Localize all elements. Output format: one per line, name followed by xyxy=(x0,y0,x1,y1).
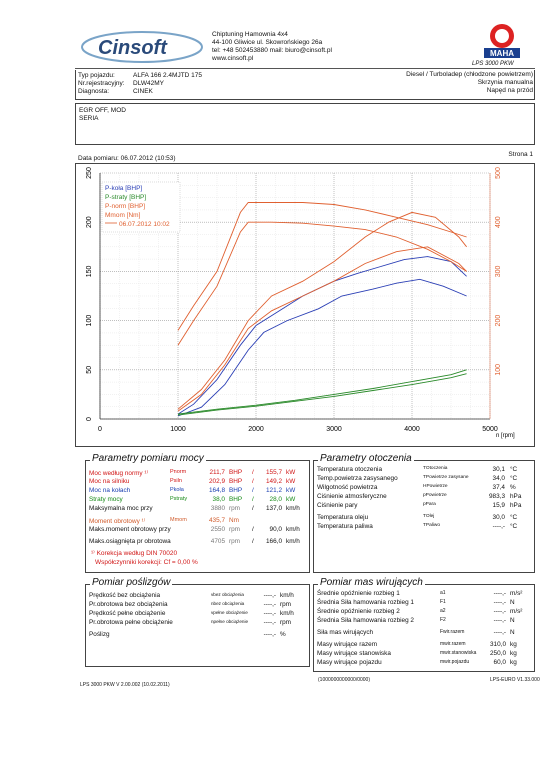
masy-row-unit: N xyxy=(510,599,515,606)
poslizg-row-label: Poślizg xyxy=(89,631,110,638)
dyno-chart xyxy=(75,163,535,447)
masy-row-symbol: mwir.razem xyxy=(440,641,466,647)
masy-row-label: Średnie opóźnienie rozbieg 1 xyxy=(317,590,400,597)
y-tick-label-left: 200 xyxy=(86,216,93,229)
moc-row-value-2: 166,0 xyxy=(266,538,282,545)
otoczenia-row-symbol: pPara xyxy=(423,502,436,507)
moc-row-unit-2: kW xyxy=(286,478,296,485)
moc-row-value-2: 28,0 xyxy=(269,496,282,503)
legend-entry: P-straty [BHP] xyxy=(105,194,147,201)
moc-row-sep: / xyxy=(252,526,254,533)
moc-row-label: Maks.osiągnięta pr obrotowa xyxy=(89,538,171,545)
masy-row-symbol: a1 xyxy=(440,590,446,596)
moc-row-unit-1: BHP xyxy=(229,478,243,485)
vehicle-spec xyxy=(406,71,533,95)
otoczenia-row-value: 30,0 xyxy=(492,514,505,521)
masy-row-label: Masy wirujące stanowiska xyxy=(317,650,391,657)
masy-row-label: Masy wirujące razem xyxy=(317,641,378,648)
poslizg-row-value: ----,- xyxy=(263,619,276,626)
masy-row-label: Masy wirujące pojazdu xyxy=(317,659,382,666)
poslizg-row-value: ----,- xyxy=(263,601,276,608)
reg-value: DLW42MY xyxy=(133,80,164,87)
params-otoczenia-title: Parametry otoczenia xyxy=(320,453,412,464)
diag-value: CINEK xyxy=(133,88,153,95)
x-tick-label: 0 xyxy=(98,426,102,433)
x-tick-label: 3000 xyxy=(326,426,342,433)
masy-row-unit: N xyxy=(510,629,515,636)
masy-row-value: ----,- xyxy=(493,599,506,606)
moc-row-unit-1: rpm xyxy=(229,526,241,533)
params-masy-title: Pomiar mas wirujących xyxy=(320,577,423,588)
logo-text: Cinsoft xyxy=(98,37,167,59)
y-tick-label-left: 250 xyxy=(86,167,93,179)
company-block xyxy=(212,31,332,63)
poslizg-row-unit: % xyxy=(280,631,286,638)
series-line xyxy=(178,279,467,416)
otoczenia-row-label: Ciśnienie pary xyxy=(317,502,358,509)
maha-logo-text: MAHA xyxy=(490,49,514,58)
poslizg-row-symbol: nbez obciążenia xyxy=(211,601,245,606)
series-line xyxy=(178,370,467,414)
moc-row-symbol: Pstraty xyxy=(170,496,188,502)
y-tick-label-left: 150 xyxy=(86,265,93,278)
otoczenia-row-label: Temperatura paliwa xyxy=(317,523,373,530)
moc-row-value-1: 211,7 xyxy=(209,469,225,476)
masy-row-symbol: F1 xyxy=(440,599,446,605)
masy-row-unit: m/s² xyxy=(510,590,523,597)
footer-mid: (1000000000000/0000) xyxy=(318,677,370,683)
company-web: www.cinsoft.pl xyxy=(212,55,254,62)
gearbox-type: Skrzynia manualna xyxy=(477,79,533,86)
masy-row-unit: N xyxy=(510,617,515,624)
poslizg-row-label: Prędkość pełne obciążenie xyxy=(89,610,166,617)
otoczenia-row-label: Temperatura oleju xyxy=(317,514,369,521)
moc-row-label: Moc na kołach xyxy=(89,487,131,494)
otoczenia-row-value: ----,- xyxy=(492,523,505,530)
moc-row-unit-1: rpm xyxy=(229,538,241,545)
x-tick-label: 1000 xyxy=(170,426,186,433)
moc-row-label: Maks.moment obrotowy przy xyxy=(89,526,171,533)
otoczenia-row-unit: hPa xyxy=(510,502,522,509)
masy-row-label: Średnia Siła hamowania rozbieg 1 xyxy=(317,599,414,606)
y-tick-label-left: 100 xyxy=(86,314,93,327)
otoczenia-row-unit: °C xyxy=(510,514,518,521)
moc-row-unit-2: kW xyxy=(286,469,296,476)
moc-row-value-1: 2550 xyxy=(210,526,225,533)
otoczenia-row-symbol: pPowietrze xyxy=(423,493,447,498)
otoczenia-row-label: Wilgotność powietrza xyxy=(317,484,378,491)
legend-entry: 06.07.2012 10:02 xyxy=(119,221,170,228)
moc-row-unit-2: kW xyxy=(286,496,296,503)
moc-row-unit-1: Nm xyxy=(229,517,239,524)
poslizg-row-label: Prędkość bez obciążenia xyxy=(89,592,161,599)
poslizg-row-label: Pr.obrotowa pełne obciążenie xyxy=(89,619,173,626)
otoczenia-row-unit: hPa xyxy=(510,493,522,500)
moc-row-unit-1: BHP xyxy=(229,469,243,476)
masy-row-unit: kg xyxy=(510,641,517,648)
moc-row-value-1: 435,7 xyxy=(209,517,225,524)
korekcja-note: ¹⁾ Korekcja według DIN 70020 xyxy=(91,550,178,557)
moc-row-sep: / xyxy=(252,469,254,476)
footer-left: LPS 3000 PKW V 2.00.002 (10.02.2011) xyxy=(80,682,170,688)
moc-row-value-1: 202,9 xyxy=(209,478,225,485)
poslizg-row-unit: km/h xyxy=(280,592,294,599)
masy-row-unit: kg xyxy=(510,650,517,657)
notes-box xyxy=(75,103,535,145)
params-moc-title: Parametry pomiaru mocy xyxy=(92,453,204,464)
poslizg-row-value: ----,- xyxy=(263,631,276,638)
series-line xyxy=(178,203,467,331)
diag-label: Diagnosta: xyxy=(78,88,110,95)
drive-type: Napęd na przód xyxy=(486,87,533,94)
type-label: Typ pojazdu: xyxy=(78,72,115,79)
masy-row-value: 250,0 xyxy=(490,650,506,657)
date-label: Data pomiaru: 06.07.2012 (10:53) xyxy=(78,155,176,162)
masy-row-value: 60,0 xyxy=(493,659,506,666)
masy-row-unit: m/s² xyxy=(510,608,523,615)
masy-row-unit: kg xyxy=(510,659,517,666)
masy-row-symbol: F2 xyxy=(440,617,446,623)
vehicle-values xyxy=(133,72,202,96)
type-value: ALFA 166 2.4MJTD 175 xyxy=(133,72,203,79)
masy-row-value: ----,- xyxy=(493,608,506,615)
masy-row-label: Średnie opóźnienie rozbieg 2 xyxy=(317,608,400,615)
params-poslizg-title: Pomiar poślizgów xyxy=(92,577,171,588)
otoczenia-row-unit: °C xyxy=(510,466,518,473)
masy-row-value: 310,0 xyxy=(490,641,506,648)
otoczenia-row-symbol: TPowietrze zasysane xyxy=(423,475,469,480)
otoczenia-row-label: Temp.powietrza zasysanego xyxy=(317,475,398,482)
y-tick-label-right: 400 xyxy=(495,216,502,229)
poslizg-row-symbol: vpełne obciążenie xyxy=(211,610,248,615)
poslizg-row-unit: rpm xyxy=(280,601,292,608)
moc-row-sep: / xyxy=(252,538,254,545)
masy-row-value: ----,- xyxy=(493,617,506,624)
moc-row-value-1: 4705 xyxy=(210,538,225,545)
moc-row-value-1: 38,0 xyxy=(212,496,225,503)
legend-entry: P-koła [BHP] xyxy=(105,185,143,192)
notes-line-1: EGR OFF, MOD xyxy=(79,107,126,114)
moc-row-value-2: 137,0 xyxy=(266,505,282,512)
moc-row-unit-1: rpm xyxy=(229,505,241,512)
poslizg-row-unit: km/h xyxy=(280,610,294,617)
vehicle-labels xyxy=(78,72,125,96)
moc-row-label: Moc na silniku xyxy=(89,478,130,485)
moc-row-unit-2: kW xyxy=(286,487,296,494)
masy-row-symbol: mwir.pojazdu xyxy=(440,659,470,665)
header-divider xyxy=(75,68,535,69)
moc-row-value-2: 149,2 xyxy=(266,478,282,485)
moc-row-value-2: 155,7 xyxy=(266,469,282,476)
otoczenia-row-label: Ciśnienie atmosferyczne xyxy=(317,493,387,500)
poslizg-row-value: ----,- xyxy=(263,592,276,599)
moc-row-sep: / xyxy=(252,487,254,494)
x-tick-label: 4000 xyxy=(404,426,420,433)
moc-row-sep: / xyxy=(252,496,254,503)
moc-row-sep: / xyxy=(252,478,254,485)
poslizg-row-symbol: npełne obciążenie xyxy=(211,619,249,624)
masy-row-symbol: mwir.stanowiska xyxy=(440,650,477,656)
x-tick-label: 2000 xyxy=(248,426,264,433)
moc-row-unit-2: km/h xyxy=(286,538,300,545)
y-tick-label-right: 100 xyxy=(495,363,502,376)
footer-right: LPS-EURO V1.33.000 xyxy=(490,677,540,683)
otoczenia-row-symbol: TPaliwo xyxy=(423,523,441,528)
legend-entry: P-norm [BHP] xyxy=(105,203,146,210)
moc-row-unit-2: km/h xyxy=(286,505,300,512)
otoczenia-row-unit: °C xyxy=(510,523,518,530)
otoczenia-row-label: Temperatura otoczenia xyxy=(317,466,383,473)
moc-row-value-1: 164,8 xyxy=(209,487,225,494)
otoczenia-row-symbol: TOlej xyxy=(423,514,435,519)
wspolczynnik-note: Współczynniki korekcji: Cf = 0,00 % xyxy=(95,559,198,566)
moc-row-sep: / xyxy=(252,505,254,512)
otoczenia-row-value: 15,9 xyxy=(492,502,505,509)
moc-row-symbol: Psiln xyxy=(170,478,182,484)
otoczenia-row-unit: % xyxy=(510,484,516,491)
maha-model: LPS 3000 PKW xyxy=(472,61,514,67)
cinsoft-logo xyxy=(80,30,205,64)
poslizg-row-value: ----,- xyxy=(263,610,276,617)
moc-row-unit-1: BHP xyxy=(229,496,243,503)
y-tick-label-left: 0 xyxy=(86,417,93,421)
moc-row-symbol: Pkoła xyxy=(170,487,184,493)
moc-row-value-2: 121,2 xyxy=(266,487,282,494)
notes-line-2: SERIA xyxy=(79,115,99,122)
poslizg-row-label: Pr.obrotowa bez obciążenia xyxy=(89,601,168,608)
moc-row-symbol: Pnorm xyxy=(170,469,187,475)
company-address: 44-100 Gliwice ul. Skowrońskiego 26a xyxy=(212,39,323,46)
masy-row-value: ----,- xyxy=(493,629,506,636)
otoczenia-row-symbol: TOtoczenia xyxy=(423,466,448,471)
moc-row-label: Maksymalna moc przy xyxy=(89,505,153,512)
y-tick-label-right: 300 xyxy=(495,265,502,278)
moc-row-unit-1: BHP xyxy=(229,487,243,494)
moc-row-symbol: Mmom xyxy=(170,517,187,523)
moc-row-value-1: 3880 xyxy=(210,505,225,512)
legend-entry: Mmom [Nm] xyxy=(105,212,141,219)
masy-row-value: ----,- xyxy=(493,590,506,597)
engine-type: Diesel / Turboladер (chłodzone powietrzem) xyxy=(406,71,533,78)
otoczenia-row-value: 37,4 xyxy=(492,484,505,491)
otoczenia-row-value: 983,3 xyxy=(489,493,505,500)
otoczenia-row-value: 30,1 xyxy=(492,466,505,473)
maha-logo xyxy=(478,22,526,60)
company-contact: tel: +48 502453880 mail: biuro@cinsoft.pl xyxy=(212,47,332,54)
x-axis-label: n [rpm] xyxy=(496,433,515,439)
page-label: Strona 1 xyxy=(508,151,533,158)
poslizg-row-symbol: vbez obciążenia xyxy=(211,592,244,597)
moc-row-label: Straty mocy xyxy=(89,496,123,503)
x-tick-label: 5000 xyxy=(482,426,498,433)
masy-row-label: Średnia Siła hamowania rozbieg 2 xyxy=(317,617,414,624)
moc-row-label: Moc według normy ¹⁾ xyxy=(89,470,149,477)
company-name: Chiptuning Hamownia 4x4 xyxy=(212,31,288,38)
moc-row-unit-2: km/h xyxy=(286,526,300,533)
y-tick-label-left: 50 xyxy=(86,365,93,374)
masy-row-symbol: a2 xyxy=(440,608,446,614)
otoczenia-row-symbol: HPowietrze xyxy=(423,484,448,489)
masy-row-label: Siła mas wirujących xyxy=(317,629,374,636)
otoczenia-row-value: 34,0 xyxy=(492,475,505,482)
reg-label: Nr.rejestracyjny: xyxy=(78,80,125,87)
y-tick-label-right: 500 xyxy=(495,167,502,179)
masy-row-symbol: Fwir.razem xyxy=(440,629,465,635)
y-tick-label-right: 200 xyxy=(495,314,502,327)
poslizg-row-unit: rpm xyxy=(280,619,292,626)
otoczenia-row-unit: °C xyxy=(510,475,518,482)
moc-row-value-2: 90,0 xyxy=(269,526,282,533)
moc-row-label: Moment obrotowy ¹⁾ xyxy=(89,518,146,525)
